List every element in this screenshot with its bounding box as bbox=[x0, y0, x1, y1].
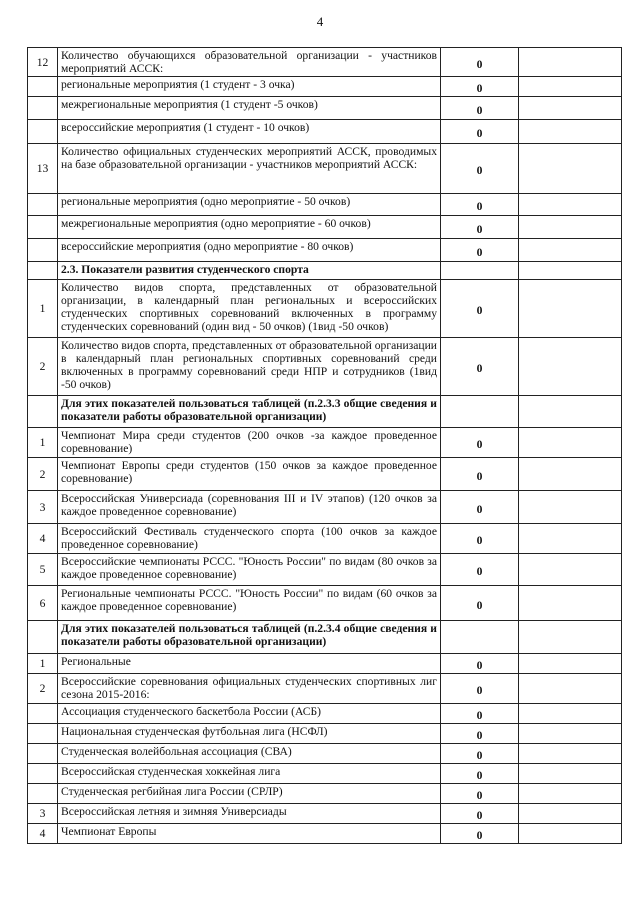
table-row bbox=[28, 216, 622, 239]
empty-cell bbox=[519, 804, 622, 824]
indicator-description: Национальная студенческая футбольная лига (НСФЛ) bbox=[58, 724, 441, 744]
row-number: 6 bbox=[28, 586, 58, 621]
table-row bbox=[28, 724, 622, 744]
row-number bbox=[28, 77, 58, 97]
indicator-description: Для этих показателей пользоваться таблицей (п.2.3.3 общие сведения и показатели работы образовательной организации) bbox=[58, 396, 441, 428]
table-row bbox=[28, 239, 622, 262]
empty-cell bbox=[519, 120, 622, 144]
indicator-description: Всероссийские чемпионаты РССС. "Юность России" по видам (80 очков за каждое проведенное соревнование) bbox=[58, 554, 441, 586]
row-number: 4 bbox=[28, 524, 58, 554]
indicator-value: 0 bbox=[441, 524, 519, 554]
empty-cell bbox=[519, 764, 622, 784]
indicator-description: Чемпионат Мира среди студентов (200 очков -за каждое проведенное соревнование) bbox=[58, 428, 441, 458]
indicator-value: 0 bbox=[441, 704, 519, 724]
empty-cell bbox=[519, 744, 622, 764]
indicator-value: 0 bbox=[441, 144, 519, 194]
indicator-value: 0 bbox=[441, 428, 519, 458]
row-number bbox=[28, 120, 58, 144]
indicator-value bbox=[441, 621, 519, 654]
row-number bbox=[28, 764, 58, 784]
indicator-description: Для этих показателей пользоваться таблицей (п.2.3.4 общие сведения и показатели работы образовательной организации) bbox=[58, 621, 441, 654]
row-number: 2 bbox=[28, 458, 58, 491]
section-header-row bbox=[28, 396, 622, 428]
indicator-value: 0 bbox=[441, 744, 519, 764]
empty-cell bbox=[519, 262, 622, 280]
indicator-description: Студенческая волейбольная ассоциация (СВА) bbox=[58, 744, 441, 764]
indicator-value: 0 bbox=[441, 804, 519, 824]
indicator-description: Всероссийская студенческая хоккейная лига bbox=[58, 764, 441, 784]
empty-cell bbox=[519, 216, 622, 239]
indicator-value: 0 bbox=[441, 491, 519, 524]
empty-cell bbox=[519, 280, 622, 338]
table-row bbox=[28, 554, 622, 586]
page-number: 4 bbox=[316, 14, 324, 29]
indicator-value: 0 bbox=[441, 194, 519, 216]
empty-cell bbox=[519, 458, 622, 491]
section-header-row bbox=[28, 262, 622, 280]
indicator-value: 0 bbox=[441, 120, 519, 144]
row-number bbox=[28, 704, 58, 724]
row-number: 2 bbox=[28, 338, 58, 396]
empty-cell bbox=[519, 338, 622, 396]
table-row bbox=[28, 824, 622, 844]
indicator-description: межрегиональные мероприятия (одно мероприятие - 60 очков) bbox=[58, 216, 441, 239]
table-row bbox=[28, 48, 622, 77]
empty-cell bbox=[519, 48, 622, 77]
table-row bbox=[28, 338, 622, 396]
table-body bbox=[28, 48, 622, 844]
row-number: 1 bbox=[28, 654, 58, 674]
indicator-description: 2.3. Показатели развития студенческого спорта bbox=[58, 262, 441, 280]
table-row bbox=[28, 97, 622, 120]
indicator-description: всероссийские мероприятия (1 студент - 10 очков) bbox=[58, 120, 441, 144]
row-number: 2 bbox=[28, 674, 58, 704]
indicator-description: всероссийские мероприятия (одно мероприятие - 80 очков) bbox=[58, 239, 441, 262]
table-row bbox=[28, 120, 622, 144]
indicator-description: Чемпионат Европы среди студентов (150 очков за каждое проведенное соревнование) bbox=[58, 458, 441, 491]
empty-cell bbox=[519, 724, 622, 744]
table-row bbox=[28, 280, 622, 338]
indicator-value: 0 bbox=[441, 586, 519, 621]
section-header-row bbox=[28, 621, 622, 654]
indicator-description: межрегиональные мероприятия (1 студент -5 очков) bbox=[58, 97, 441, 120]
empty-cell bbox=[519, 674, 622, 704]
indicator-value: 0 bbox=[441, 784, 519, 804]
indicator-description: Региональные bbox=[58, 654, 441, 674]
table-row bbox=[28, 704, 622, 724]
indicator-value: 0 bbox=[441, 216, 519, 239]
indicator-description: Количество обучающихся образовательной организации - участников мероприятий АССК: bbox=[58, 48, 441, 77]
table-row bbox=[28, 764, 622, 784]
row-number bbox=[28, 396, 58, 428]
empty-cell bbox=[519, 524, 622, 554]
table-row bbox=[28, 674, 622, 704]
indicator-description: Всероссийские соревнования официальных студенческих спортивных лиг сезона 2015-2016: bbox=[58, 674, 441, 704]
empty-cell bbox=[519, 554, 622, 586]
indicator-value: 0 bbox=[441, 674, 519, 704]
row-number: 3 bbox=[28, 804, 58, 824]
indicator-description: региональные мероприятия (одно мероприятие - 50 очков) bbox=[58, 194, 441, 216]
indicator-description: Ассоциация студенческого баскетбола России (АСБ) bbox=[58, 704, 441, 724]
indicator-value: 0 bbox=[441, 97, 519, 120]
indicator-value: 0 bbox=[441, 654, 519, 674]
indicator-value: 0 bbox=[441, 280, 519, 338]
row-number bbox=[28, 216, 58, 239]
table-row bbox=[28, 784, 622, 804]
indicator-value: 0 bbox=[441, 48, 519, 77]
indicator-description: Количество видов спорта, представленных от образовательной организации, в календарный план региональных и всероссийских студенческих спортивных соревнований включенных в программу студенческих соревнований (один вид - 50 очков) (1вид -50 очков) bbox=[58, 280, 441, 338]
indicator-description: Количество официальных студенческих мероприятий АССК, проводимых на базе образовательной организации - участников мероприятий АССК: bbox=[58, 144, 441, 194]
row-number bbox=[28, 724, 58, 744]
row-number bbox=[28, 239, 58, 262]
row-number: 1 bbox=[28, 280, 58, 338]
indicator-value: 0 bbox=[441, 239, 519, 262]
indicator-value: 0 bbox=[441, 724, 519, 744]
row-number bbox=[28, 621, 58, 654]
table-row bbox=[28, 428, 622, 458]
indicator-description: Чемпионат Европы bbox=[58, 824, 441, 844]
indicator-value: 0 bbox=[441, 554, 519, 586]
row-number: 4 bbox=[28, 824, 58, 844]
empty-cell bbox=[519, 396, 622, 428]
row-number bbox=[28, 194, 58, 216]
indicator-description: Всероссийская Универсиада (соревнования III и IV этапов) (120 очков за каждое проведенное соревнование) bbox=[58, 491, 441, 524]
table-row bbox=[28, 491, 622, 524]
indicator-description: Количество видов спорта, представленных от образовательной организации в календарный план региональных спортивных соревнований среди включенных в программу соревнований среди НПР и сотрудников (1вид -50 очков) bbox=[58, 338, 441, 396]
empty-cell bbox=[519, 654, 622, 674]
table-row bbox=[28, 77, 622, 97]
indicator-description: Всероссийский Фестиваль студенческого спорта (100 очков за каждое проведенное соревнование) bbox=[58, 524, 441, 554]
indicator-value: 0 bbox=[441, 824, 519, 844]
empty-cell bbox=[519, 491, 622, 524]
row-number bbox=[28, 784, 58, 804]
row-number: 12 bbox=[28, 48, 58, 77]
indicator-value bbox=[441, 396, 519, 428]
table-row bbox=[28, 744, 622, 764]
row-number: 5 bbox=[28, 554, 58, 586]
indicator-value bbox=[441, 262, 519, 280]
row-number: 1 bbox=[28, 428, 58, 458]
empty-cell bbox=[519, 239, 622, 262]
indicators-table bbox=[27, 47, 622, 844]
table-row bbox=[28, 586, 622, 621]
indicator-value: 0 bbox=[441, 764, 519, 784]
indicator-description: региональные мероприятия (1 студент - 3 очка) bbox=[58, 77, 441, 97]
empty-cell bbox=[519, 194, 622, 216]
empty-cell bbox=[519, 621, 622, 654]
table-row bbox=[28, 524, 622, 554]
indicator-description: Студенческая регбийная лига России (СРЛР) bbox=[58, 784, 441, 804]
row-number: 3 bbox=[28, 491, 58, 524]
empty-cell bbox=[519, 144, 622, 194]
table-row bbox=[28, 458, 622, 491]
row-number bbox=[28, 97, 58, 120]
row-number: 13 bbox=[28, 144, 58, 194]
empty-cell bbox=[519, 97, 622, 120]
indicator-value: 0 bbox=[441, 458, 519, 491]
empty-cell bbox=[519, 77, 622, 97]
indicator-description: Всероссийская летняя и зимняя Универсиады bbox=[58, 804, 441, 824]
table-row bbox=[28, 654, 622, 674]
row-number bbox=[28, 744, 58, 764]
table-row bbox=[28, 144, 622, 194]
table-row bbox=[28, 804, 622, 824]
empty-cell bbox=[519, 428, 622, 458]
table-row bbox=[28, 194, 622, 216]
indicator-value: 0 bbox=[441, 77, 519, 97]
indicator-value: 0 bbox=[441, 338, 519, 396]
indicator-description: Региональные чемпионаты РССС. "Юность России" по видам (60 очков за каждое проведенное соревнование) bbox=[58, 586, 441, 621]
empty-cell bbox=[519, 586, 622, 621]
empty-cell bbox=[519, 704, 622, 724]
empty-cell bbox=[519, 784, 622, 804]
row-number bbox=[28, 262, 58, 280]
empty-cell bbox=[519, 824, 622, 844]
